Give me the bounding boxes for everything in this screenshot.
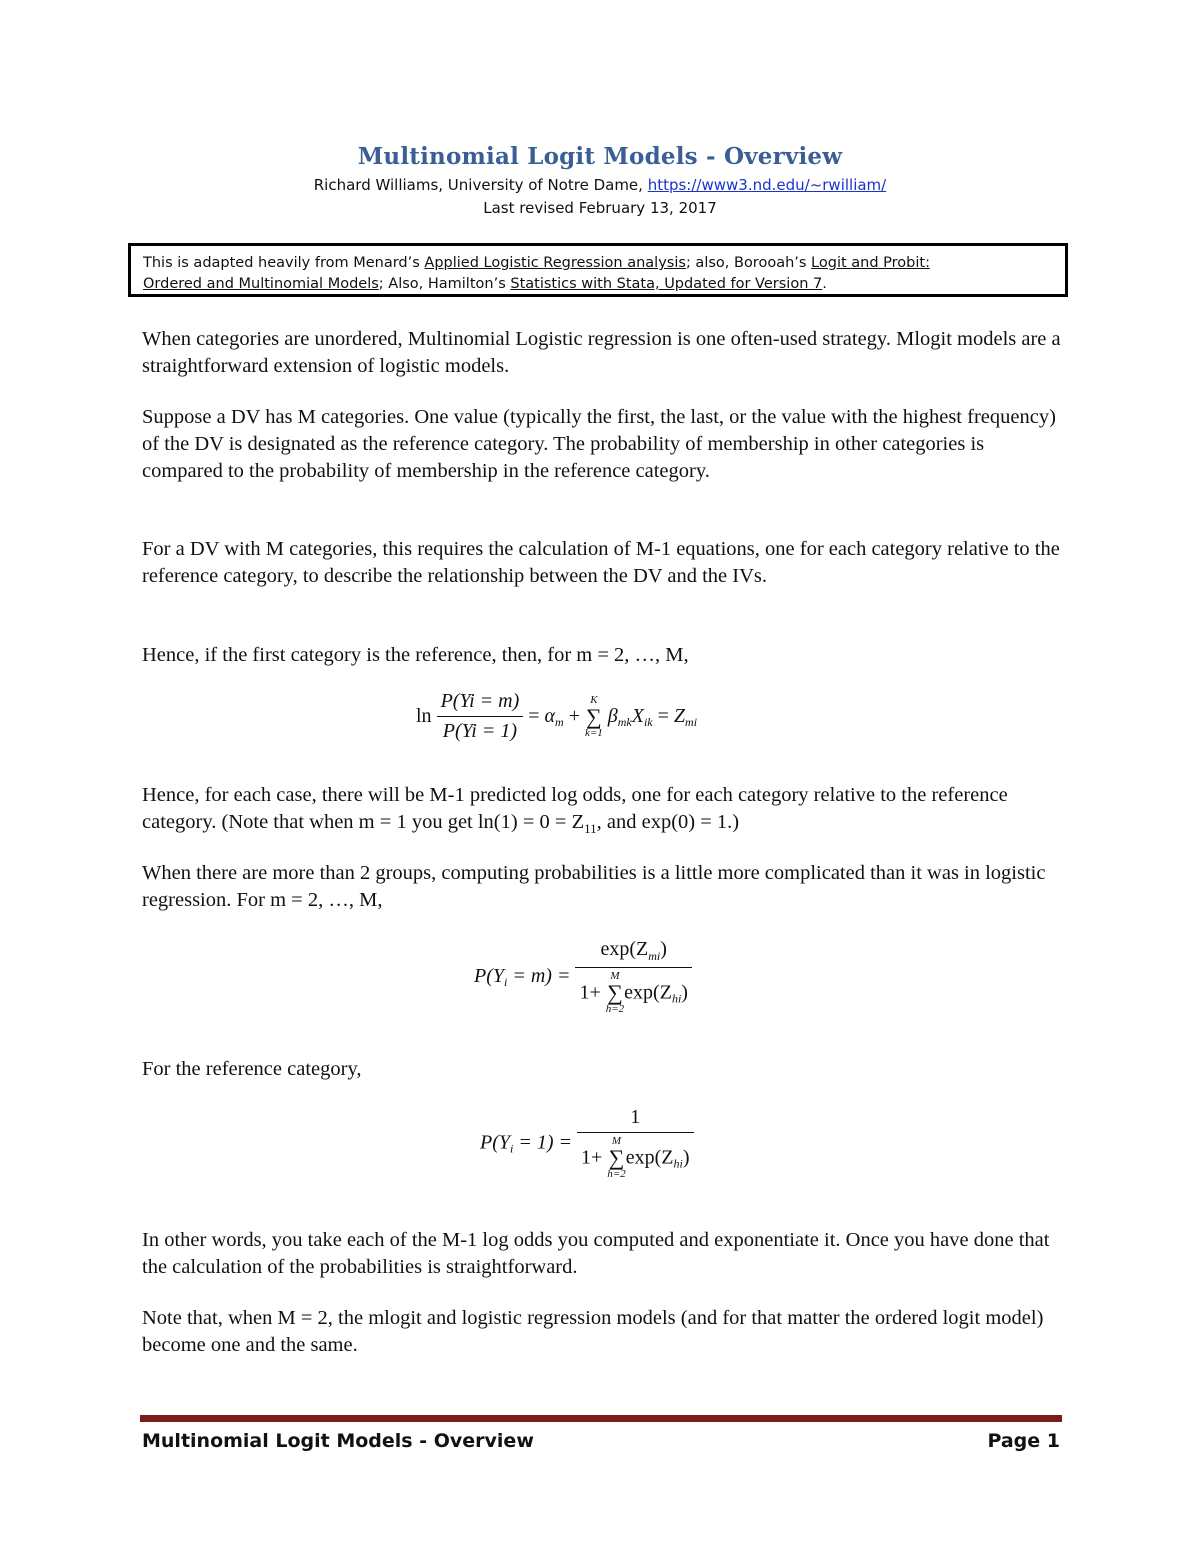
author-url-link[interactable]: https://www3.nd.edu/~rwilliam/: [647, 176, 887, 194]
paragraph-exponentiate: In other words, you take each of the M-1 log odds you computed and exponentiate it. Once you have done that the calculation of the probabilities is straightforward.: [142, 1229, 1050, 1278]
eq1-x-sub: ik: [643, 715, 653, 730]
paragraph-predicted-log-odds: [142, 782, 1062, 842]
paragraph-intro: When categories are unordered, Multinomial Logistic regression is one often-used strategy. Mlogit models are a straightforward extension of logistic models.: [142, 328, 1061, 377]
source-text-3: ; Also, Hamilton’s: [378, 276, 511, 292]
eq3-summation: [607, 1136, 625, 1180]
eq3-den-close: ): [682, 1146, 690, 1169]
equation-probability-m: [474, 938, 692, 1015]
eq2-lhs-sub: i: [504, 975, 508, 990]
source-book-menard: Applied Logistic Regression analysis: [424, 255, 686, 271]
source-book-borooah-b: Ordered and Multinomial Models: [143, 276, 379, 292]
equation-probability-reference: [480, 1106, 694, 1180]
eq1-alpha-sub: m: [555, 715, 564, 730]
eq2-den-pre: 1+: [579, 981, 601, 1004]
eq3-denominator: [577, 1133, 694, 1180]
paragraph-m1-equations: For a DV with M categories, this requires the calculation of M-1 equations, one for each category relative to the reference category, to describe the relationship between the DV and the IVs.: [142, 538, 1060, 587]
eq1-beta: β: [607, 705, 618, 727]
eq1-denominator: P(Yi = 1): [442, 720, 518, 742]
eq2-den-post: exp(Z: [624, 981, 672, 1004]
source-text-1: This is adapted heavily from Menard’s: [143, 255, 425, 271]
paragraph-reference-category: Suppose a DV has M categories. One value (typically the first, the last, or the value with the highest frequency) of the DV is designated as the reference category. The probability of membership in other categories is compared to the probability of membership in the reference category.: [142, 406, 1056, 482]
source-text-4: .: [822, 276, 827, 292]
eq1-x: X: [631, 705, 644, 727]
eq1-plus: +: [563, 705, 585, 727]
eq2-fraction: [575, 938, 692, 1015]
source-book-borooah-a: Logit and Probit:: [811, 255, 930, 271]
eq1-sigma-symbol: ∑: [586, 703, 602, 729]
eq1-beta-sub: mk: [617, 715, 632, 730]
paragraph-m-equals-2: Note that, when M = 2, the mlogit and logistic regression models (and for that matter the ordered logit model) become one and the same.: [142, 1307, 1044, 1356]
eq3-den-sub: hi: [673, 1156, 683, 1171]
eq3-den-pre: 1+: [581, 1146, 603, 1169]
eq2-sum-upper: M: [610, 970, 620, 982]
eq3-numerator: 1: [577, 1106, 694, 1133]
eq1-equals-2: =: [652, 705, 674, 727]
source-note-box: [128, 243, 1068, 297]
eq3-den-post: exp(Z: [625, 1146, 674, 1169]
eq2-num-sub: mi: [648, 949, 661, 963]
eq3-sigma-symbol: ∑: [608, 1145, 625, 1170]
eq3-lhs-rest: = 1) =: [513, 1131, 577, 1154]
footer-rule: [140, 1415, 1062, 1422]
page-footer: [142, 1430, 1060, 1452]
eq1-equals: =: [528, 705, 545, 727]
eq2-num-text: exp(Z: [600, 938, 649, 960]
eq2-sigma-symbol: ∑: [607, 980, 623, 1005]
eq2-sum-lower: h=2: [605, 1003, 625, 1015]
author-text: Richard Williams, University of Notre Dame,: [313, 176, 648, 194]
eq1-summation: [585, 695, 603, 739]
eq2-num-close: ): [660, 938, 667, 960]
eq3-sum-lower: h=2: [607, 1168, 626, 1180]
source-book-hamilton: Statistics with Stata, Updated for Version 7: [510, 276, 823, 292]
page-title: Multinomial Logit Models - Overview: [357, 143, 843, 170]
eq2-denominator: [575, 968, 692, 1015]
footer-title: Multinomial Logit Models - Overview: [142, 1430, 534, 1452]
eq1-z: Z: [673, 705, 686, 727]
eq2-lhs-rest: = m) =: [507, 965, 576, 987]
author-line: [0, 176, 1200, 194]
p5-text-b: , and exp(0) = 1.): [596, 811, 740, 833]
eq2-lhs: P(Y: [474, 965, 504, 987]
p5-subscript: 11: [584, 821, 597, 837]
source-text-2: ; also, Borooah’s: [685, 255, 812, 271]
paragraph-reference-prob: For the reference category,: [142, 1058, 362, 1080]
eq1-sum-lower: k=1: [584, 726, 603, 739]
eq1-alpha: α: [544, 705, 556, 727]
revised-date: Last revised February 13, 2017: [483, 199, 717, 217]
eq2-den-sub: hi: [671, 991, 682, 1006]
eq3-lhs-sub: i: [510, 1141, 514, 1156]
eq3-fraction: [577, 1106, 694, 1180]
footer-page-number: Page 1: [987, 1430, 1060, 1452]
equation-log-odds: [416, 690, 697, 743]
eq1-z-sub: mi: [685, 715, 698, 730]
eq2-numerator: [575, 938, 692, 968]
p5-text-a: Hence, for each case, there will be M-1 predicted log odds, one for each category relative to the reference category. (Note that when m = 1 you get ln(1) = 0 = Z: [142, 784, 1008, 833]
paragraph-first-category: Hence, if the first category is the reference, then, for m = 2, …, M,: [142, 644, 689, 666]
eq2-summation: [606, 971, 624, 1015]
eq3-sum-upper: M: [611, 1135, 622, 1147]
eq1-numerator: P(Yi = m): [437, 690, 524, 717]
eq1-ln: ln: [416, 705, 432, 727]
eq3-lhs: P(Y: [480, 1131, 510, 1154]
eq1-fraction: [437, 690, 524, 743]
paragraph-more-groups: When there are more than 2 groups, computing probabilities is a little more complicated than it was in logistic regression. For m = 2, …, M,: [142, 862, 1046, 911]
eq1-sum-upper: K: [590, 693, 598, 706]
eq2-den-close: ): [681, 981, 688, 1004]
